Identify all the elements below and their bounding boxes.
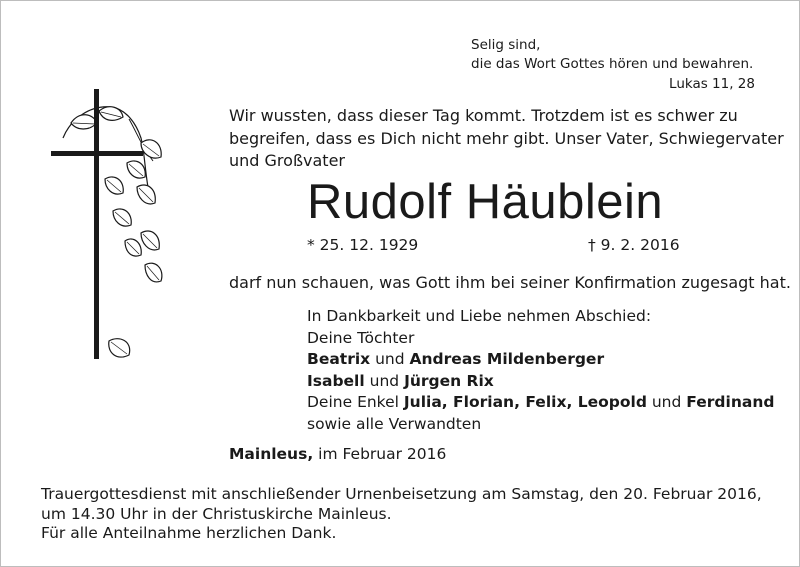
deceased-name: Rudolf Häublein bbox=[307, 175, 664, 229]
grandchildren-label: Deine Enkel bbox=[307, 393, 399, 411]
verse-line: die das Wort Gottes hören und bewahren. bbox=[471, 55, 754, 72]
service-line: um 14.30 Uhr in der Christuskirche Mainleus. bbox=[41, 504, 392, 523]
mourner-couple bbox=[307, 371, 774, 393]
verse-line: Selig sind, bbox=[471, 37, 541, 53]
mourner-couple bbox=[307, 349, 774, 371]
intro-line: begreifen, dass es Dich nicht mehr gibt. Unser Vater, Schwiegervater bbox=[229, 128, 784, 148]
grandchildren-line bbox=[307, 392, 774, 414]
intro-line: Wir wussten, dass dieser Tag kommt. Trotzdem ist es schwer zu bbox=[229, 106, 738, 125]
promise-text: darf nun schauen, was Gott ihm bei seiner Konfirmation zugesagt hat. bbox=[229, 273, 791, 292]
bible-verse bbox=[471, 36, 753, 73]
birth-date: * 25. 12. 1929 bbox=[307, 236, 419, 254]
death-date: † 9. 2. 2016 bbox=[588, 236, 680, 254]
mourners-list bbox=[307, 306, 774, 435]
place-name: Mainleus, bbox=[229, 445, 314, 463]
service-line: Trauergottesdienst mit anschließender Urnenbeisetzung am Samstag, den 20. Februar 2016, bbox=[41, 485, 762, 503]
grandchild-name: Ferdinand bbox=[686, 393, 775, 411]
mourners-heading: In Dankbarkeit und Liebe nehmen Abschied: bbox=[307, 307, 652, 325]
notice-date: im Februar 2016 bbox=[318, 445, 447, 463]
daughters-label: Deine Töchter bbox=[307, 328, 415, 347]
mourner-name: Andreas Mildenberger bbox=[409, 350, 605, 368]
place-date bbox=[229, 444, 446, 464]
mourner-name: Jürgen Rix bbox=[404, 371, 494, 390]
conjunction: und bbox=[651, 393, 682, 411]
conjunction: und bbox=[369, 371, 400, 390]
mourner-name: Isabell bbox=[307, 371, 365, 390]
cross-with-birch-branch-icon bbox=[41, 83, 171, 373]
relatives-line: sowie alle Verwandten bbox=[307, 414, 482, 433]
intro-text bbox=[229, 105, 784, 173]
verse-reference: Lukas 11, 28 bbox=[669, 76, 755, 92]
intro-line: und Großvater bbox=[229, 151, 345, 170]
mourner-name: Beatrix bbox=[307, 350, 371, 368]
grandchildren-names: Julia, Florian, Felix, Leopold bbox=[403, 393, 647, 411]
service-info bbox=[41, 485, 762, 544]
thanks-line: Für alle Anteilnahme herzlichen Dank. bbox=[41, 524, 337, 542]
conjunction: und bbox=[375, 350, 405, 368]
